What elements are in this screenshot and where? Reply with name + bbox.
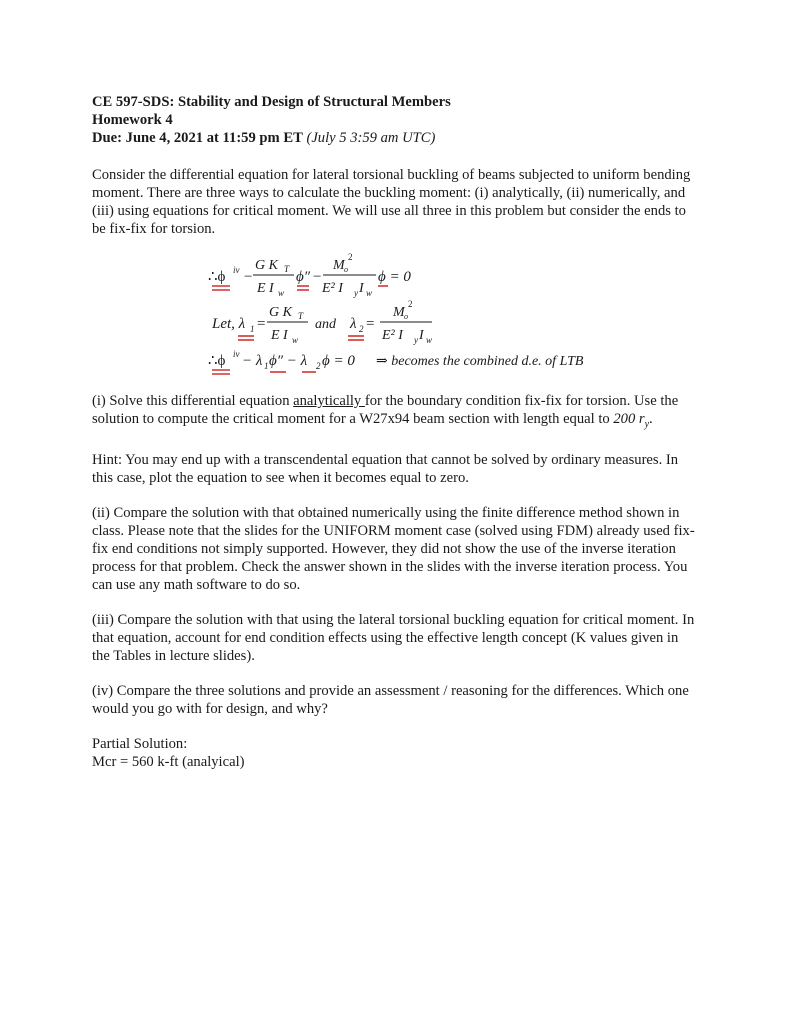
eq1-minus-1: − xyxy=(244,269,253,285)
eq1-den2-sub1: y xyxy=(354,288,358,298)
eq3-sub1: 1 xyxy=(264,361,269,371)
part-iii-paragraph: (iii) Compare the solution with that using the lateral torsional buckling equation for critical moment. In that equation, account for end condition effects using the effective length concept (K values given in the Tables in lecture slides). xyxy=(92,611,695,664)
due-date-utc: (July 5 3:59 am UTC) xyxy=(306,130,436,146)
part-i-length: 200 r xyxy=(613,411,645,427)
homework-title: Homework 4 xyxy=(92,112,173,128)
eq3-mid: − λ xyxy=(242,353,263,369)
eq1-phi: ∴ϕ xyxy=(208,269,226,285)
due-date-text: Due: June 4, 2021 at 11:59 pm ET xyxy=(92,130,303,146)
eq2-num2-sup: 2 xyxy=(408,299,413,309)
eq2-num2-sub: o xyxy=(404,312,408,321)
eq2-and: and xyxy=(315,317,336,332)
eq2-den2-sub2: w xyxy=(426,335,433,345)
equation-1 xyxy=(208,252,411,298)
eq2-equals-2: = xyxy=(366,316,375,332)
eq2-let: Let, λ xyxy=(212,316,246,332)
eq1-num2: M xyxy=(333,258,345,273)
eq2-let-sub: 1 xyxy=(250,324,255,334)
partial-solution-value: Mcr = 560 k-ft (analyical) xyxy=(92,753,245,770)
part-iv-paragraph: (iv) Compare the three solutions and provide an assessment / reasoning for the differences. Which one would you go with for design, and why? xyxy=(92,682,689,717)
eq2-equals-1: = xyxy=(257,316,266,332)
eq1-tail: ϕ = 0 xyxy=(378,269,411,285)
part-i-before: (i) Solve this differential equation xyxy=(92,393,294,409)
due-date xyxy=(92,129,697,147)
eq3-phi-sup: iv xyxy=(233,349,240,359)
eq3-phi: ∴ϕ xyxy=(208,353,226,369)
eq1-den1-sub: w xyxy=(278,288,285,298)
part-i-paragraph xyxy=(92,392,697,434)
eq2-num1-sub: T xyxy=(298,311,304,321)
eq1-den1: E I xyxy=(257,281,274,296)
eq1-minus-2: − xyxy=(313,269,322,285)
eq2-den2-mid: I xyxy=(419,328,424,343)
eq1-num1: G K xyxy=(255,258,278,273)
eq2-lam2-sub: 2 xyxy=(359,324,364,334)
equation-image xyxy=(198,248,658,380)
partial-solution-label: Partial Solution: xyxy=(92,735,188,752)
part-i-end: . xyxy=(649,411,653,427)
eq3-end: ϕ = 0 xyxy=(322,353,355,369)
eq1-phi-sup: iv xyxy=(233,265,240,275)
eq2-lam2: λ xyxy=(350,316,357,332)
eq1-den2-sub2: w xyxy=(366,288,373,298)
part-i-after: for the boundary condition fix-fix for torsion. Use the solution to compute the critical moment for a W27x94 beam section with length equal to xyxy=(92,393,679,427)
eq2-den1-sub: w xyxy=(292,335,299,345)
eq1-phi-dd: ϕ″ xyxy=(296,269,311,285)
eq1-num2-sup: 2 xyxy=(348,252,353,262)
eq2-den1: E I xyxy=(271,328,288,343)
eq2-num2: M xyxy=(393,305,405,320)
document-page xyxy=(92,93,697,771)
eq1-num2-sub: o xyxy=(344,265,348,274)
eq1-num1-sub: T xyxy=(284,264,290,274)
eq1-den2: E² I xyxy=(322,281,343,296)
equation-svg xyxy=(198,248,658,380)
hint-paragraph: Hint: You may end up with a transcendental equation that cannot be solved by ordinary measures. In this case, plot the equation to see when it becomes equal to zero. xyxy=(92,451,679,486)
equation-2 xyxy=(211,299,432,345)
eq2-den2: E² I xyxy=(382,328,403,343)
eq3-note: ⇒ becomes the combined d.e. of LTB xyxy=(376,354,584,369)
part-i-length-sub: y xyxy=(644,418,650,430)
eq2-den2-sub1: y xyxy=(414,335,418,345)
part-ii-paragraph: (ii) Compare the solution with that obtained numerically using the finite difference method shown in class. Please note that the slides for the UNIFORM moment case (solved using FDM) already used fix-fix end conditions not simply supported. However, they did not show the use of the inverse iteration process for that problem. Check the answer shown in the slides with the inverse iteration process. You can use any math software to do so. xyxy=(92,504,695,593)
course-title: CE 597-SDS: Stability and Design of Structural Members xyxy=(92,94,451,110)
equation-3 xyxy=(208,349,584,374)
eq2-num1: G K xyxy=(269,305,292,320)
eq3-sub2: 2 xyxy=(316,361,321,371)
part-i-underlined: analytically xyxy=(293,393,365,409)
eq1-den2-mid: I xyxy=(359,281,364,296)
eq3-phi-dd: ϕ″ − λ xyxy=(269,353,308,369)
intro-paragraph: Consider the differential equation for lateral torsional buckling of beams subjected to uniform bending moment. There are three ways to calculate the buckling moment: (i) analytically, (ii) numerically, and (iii) using equations for critical moment. We will use all three in this problem but consider the ends to be fix-fix for torsion. xyxy=(92,167,691,237)
